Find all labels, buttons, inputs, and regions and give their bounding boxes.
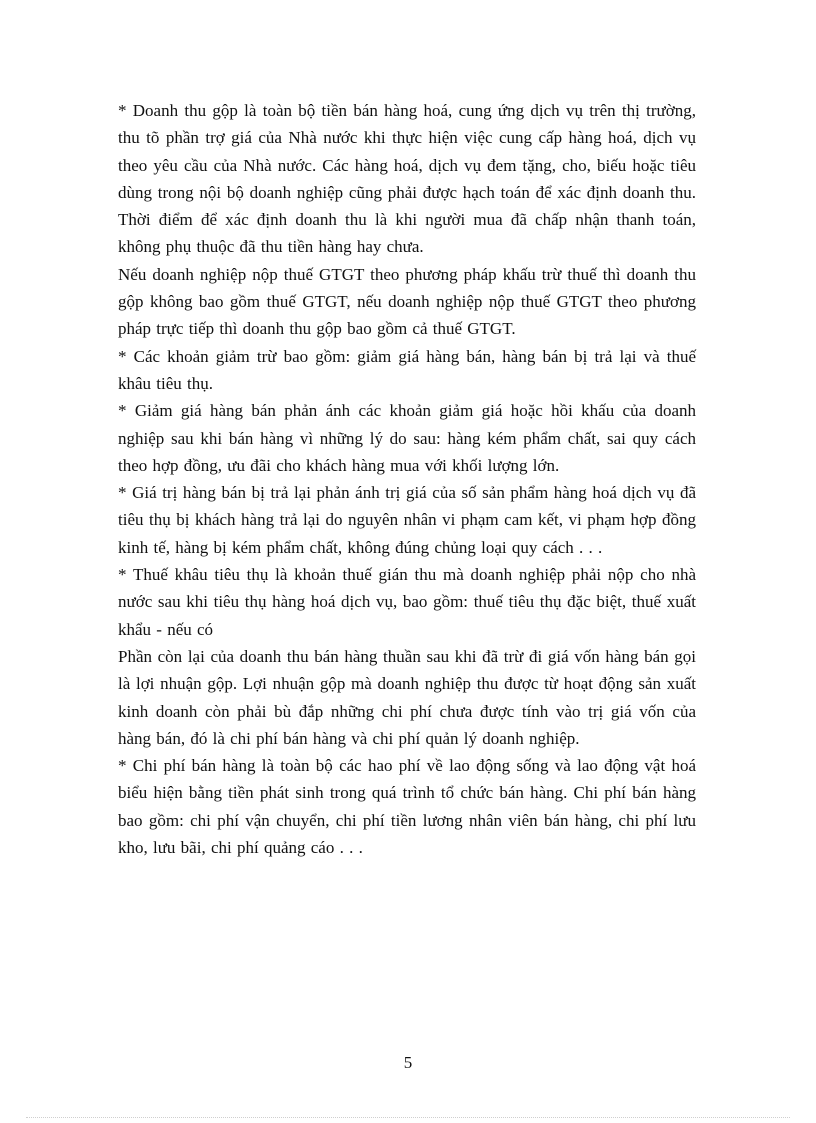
- paragraph-returned-goods: * Giá trị hàng bán bị trả lại phản ánh trị giá của số sản phẩm hàng hoá dịch vụ đã tiêu thụ bị khách hàng trả lại do nguyên nhân vi phạm cam kết, vi phạm hợp đồng kinh tế, hàng bị kém phẩm chất, không đúng chủng loại quy cách . . .: [118, 483, 696, 557]
- page-bottom-divider: [26, 1117, 790, 1118]
- paragraph-vat-note: Nếu doanh nghiệp nộp thuế GTGT theo phương pháp khấu trừ thuế thì doanh thu gộp không bao gồm thuế GTGT, nếu doanh nghiệp nộp thuế GTGT theo phương pháp trực tiếp thì doanh thu gộp bao gồm cả thuế GTGT.: [118, 264, 696, 339]
- body-text: [118, 97, 696, 861]
- paragraph-gross-profit: Phần còn lại của doanh thu bán hàng thuần sau khi đã trừ đi giá vốn hàng bán gọi là lợi nhuận gộp. Lợi nhuận gộp mà doanh nghiệp thu được từ hoạt động sản xuất kinh doanh còn phải bù đắp những chi phí chưa được tính vào trị giá vốn của hàng bán, đó là chi phí bán hàng và chi phí quản lý doanh nghiệp.: [118, 646, 696, 748]
- paragraph-gross-revenue: * Doanh thu gộp là toàn bộ tiền bán hàng hoá, cung ứng dịch vụ trên thị trường, thu tõ phần trợ giá của Nhà nước khi thực hiện việc cung cấp hàng hoá, dịch vụ theo yêu cầu của Nhà nước. Các hàng hoá, dịch vụ đem tặng, cho, biếu hoặc tiêu dùng trong nội bộ doanh nghiệp cũng phải được hạch toán để xác định doanh thu. Thời điểm để xác định doanh thu là khi người mua đã chấp nhận thanh toán, không phụ thuộc đã thu tiền hàng hay chưa.: [118, 101, 696, 257]
- paragraph-price-reduction: * Giảm giá hàng bán phản ánh các khoản giảm giá hoặc hồi khấu của doanh nghiệp sau khi bán hàng vì những lý do sau: hàng kém phẩm chất, sai quy cách theo hợp đồng, ưu đãi cho khách hàng mua với khối lượng lớn.: [118, 401, 696, 475]
- paragraph-deductions: * Các khoản giảm trừ bao gồm: giảm giá hàng bán, hàng bán bị trả lại và thuế khâu tiêu thụ.: [118, 346, 696, 393]
- paragraph-consumption-tax: * Thuế khâu tiêu thụ là khoản thuế gián thu mà doanh nghiệp phải nộp cho nhà nước sau khi tiêu thụ hàng hoá dịch vụ, bao gồm: thuế tiêu thụ đặc biệt, thuế xuất khẩu - nếu có: [118, 565, 696, 639]
- paragraph-selling-expenses: * Chi phí bán hàng là toàn bộ các hao phí về lao động sống và lao động vật hoá biểu hiện bằng tiền phát sinh trong quá trình tổ chức bán hàng. Chi phí bán hàng bao gồm: chi phí vận chuyển, chi phí tiền lương nhân viên bán hàng, chi phí lưu kho, lưu bãi, chi phí quảng cáo . . .: [118, 756, 696, 858]
- page-number: 5: [403, 1053, 413, 1072]
